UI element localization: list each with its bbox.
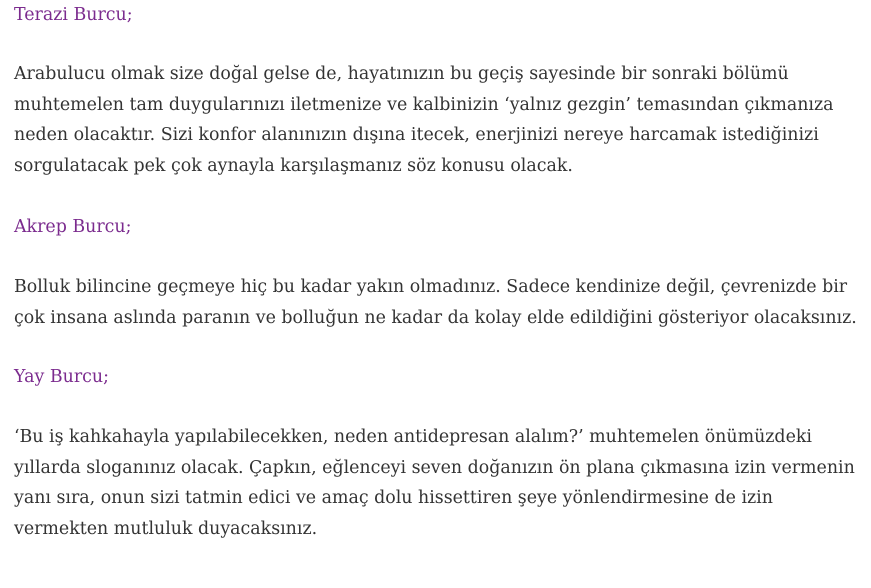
section-heading-akrep: Akrep Burcu; bbox=[14, 217, 132, 237]
section-text-yay: ‘Bu iş kahkahayla yapılabilecekken, neden antidepresan alalım?’ muhtemelen önümüzdeki yıllarda sloganınız olacak. Çapkın, eğlenceyi seven doğanızın ön plana çıkmasına izin vermenin yanı sıra, onun sizi tatmin edici ve amaç dolu hissettiren şeye yönlendirmesine de izin vermekten mutluluk duyacaksınız. bbox=[14, 427, 855, 539]
section-heading-terazi: Terazi Burcu; bbox=[14, 5, 133, 25]
section-text-akrep: Bolluk bilincine geçmeye hiç bu kadar yakın olmadınız. Sadece kendinize değil, çevrenizde bir çok insana aslında paranın ve bolluğun ne kadar da kolay elde edildiğini gösteriyor olacaksınız. bbox=[14, 277, 857, 328]
section-heading-yay: Yay Burcu; bbox=[14, 367, 109, 387]
section-text-terazi: Arabulucu olmak size doğal gelse de, hayatınızın bu geçiş sayesinde bir sonraki bölümü muhtemelen tam duygularınızı iletmenize ve kalbinizin ‘yalnız gezgin’ temasından çıkmanıza neden olacaktır. Sizi konfor alanınızın dışına itecek, enerjinizi nereye harcamak istediğinizi sorgulatacak pek çok aynayla karşılaşmanız söz konusu olacak. bbox=[14, 64, 834, 176]
